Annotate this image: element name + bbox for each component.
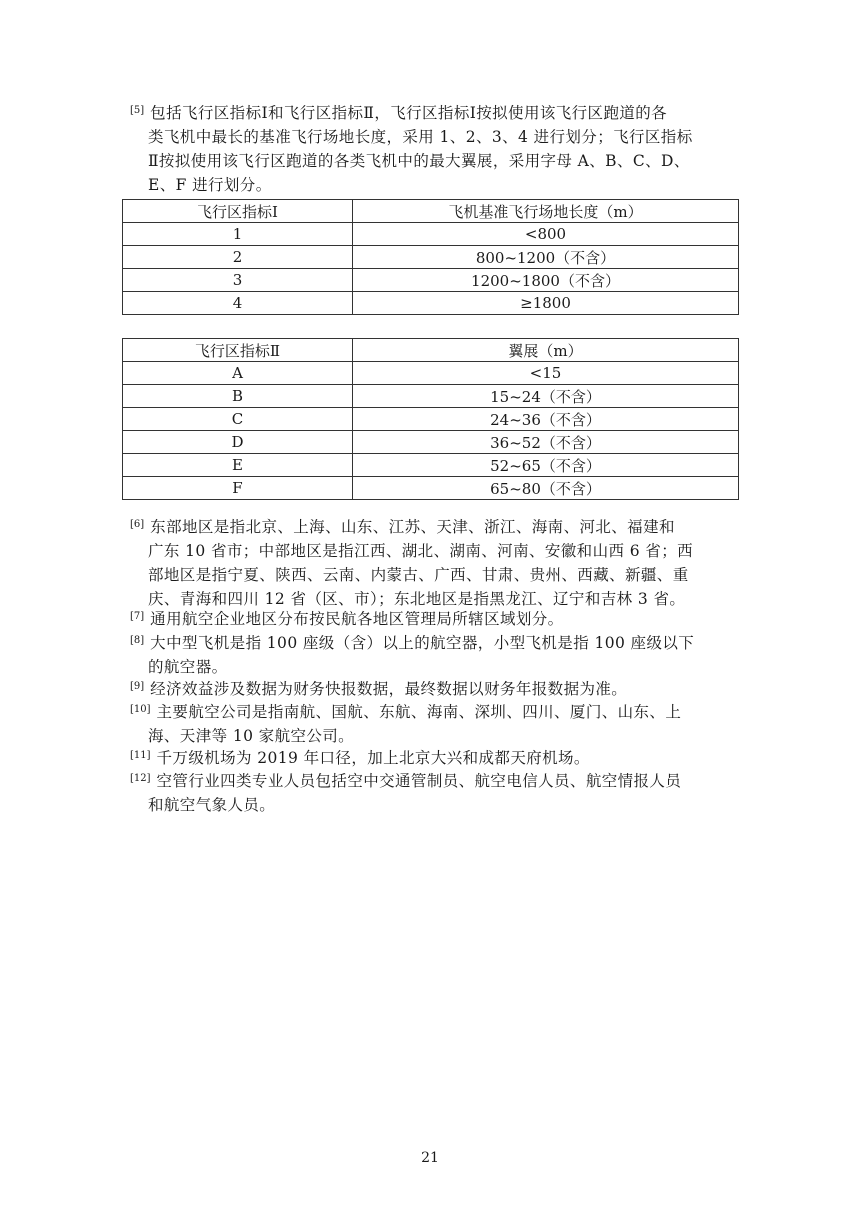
footnote-line xyxy=(130,515,740,539)
footnote-8 xyxy=(130,631,740,679)
table-cell: 800~1200（不含） xyxy=(353,246,739,269)
footnote-text: 东部地区是指北京、上海、山东、江苏、天津、浙江、海南、河北、福建和 xyxy=(150,518,675,536)
footnote-line xyxy=(130,101,740,125)
table-cell: 2 xyxy=(123,246,353,269)
footnote-line xyxy=(130,746,740,770)
footnote-text: 的航空器。 xyxy=(148,658,228,676)
footnote-text: 包括飞行区指标Ⅰ和飞行区指标Ⅱ，飞行区指标Ⅰ按拟使用该飞行区跑道的各 xyxy=(150,104,668,122)
footnote-line xyxy=(130,631,740,655)
footnote-line xyxy=(130,700,740,724)
footnote-line xyxy=(130,677,740,701)
table-cell: <15 xyxy=(353,362,739,385)
footnote-text: E、F 进行划分。 xyxy=(148,176,272,194)
wingspan-index-table xyxy=(122,338,739,500)
footnote-marker: [8] xyxy=(130,635,145,646)
table-cell: F xyxy=(123,477,353,500)
table-row xyxy=(123,292,739,315)
footnote-marker: [11] xyxy=(130,750,151,761)
table-header-row xyxy=(123,339,739,362)
footnote-marker: [10] xyxy=(130,704,151,715)
table-cell: 4 xyxy=(123,292,353,315)
footnote-marker: [7] xyxy=(130,611,145,622)
footnote-text: 经济效益涉及数据为财务快报数据，最终数据以财务年报数据为准。 xyxy=(150,680,628,698)
table-header-cell: 飞行区指标Ⅱ xyxy=(123,339,353,362)
table-cell: E xyxy=(123,454,353,477)
footnote-text: 主要航空公司是指南航、国航、东航、海南、深圳、四川、厦门、山东、上 xyxy=(156,703,682,721)
footnote-6 xyxy=(130,515,740,611)
table-row xyxy=(123,223,739,246)
footnote-text: 千万级机场为 2019 年口径，加上北京大兴和成都天府机场。 xyxy=(156,749,590,767)
table-cell: 24~36（不含） xyxy=(353,408,739,431)
table-cell: D xyxy=(123,431,353,454)
table-row xyxy=(123,454,739,477)
table-header-cell: 翼展（m） xyxy=(353,339,739,362)
table-cell: 65~80（不含） xyxy=(353,477,739,500)
footnote-12 xyxy=(130,769,740,817)
table-cell: B xyxy=(123,385,353,408)
table-row xyxy=(123,477,739,500)
footnote-text: 类飞机中最长的基准飞行场地长度，采用 1、2、3、4 进行划分；飞行区指标 xyxy=(148,128,693,146)
footnote-text: 部地区是指宁夏、陕西、云南、内蒙古、广西、甘肃、贵州、西藏、新疆、重 xyxy=(148,566,689,584)
table-row xyxy=(123,385,739,408)
table-row xyxy=(123,431,739,454)
footnote-line xyxy=(130,607,740,631)
page-number: 21 xyxy=(421,1150,439,1166)
table-cell: 1 xyxy=(123,223,353,246)
footnote-text: 广东 10 省市；中部地区是指江西、湖北、湖南、河南、安徽和山西 6 省；西 xyxy=(148,542,693,560)
footnote-text: 和航空气象人员。 xyxy=(148,796,276,814)
footnote-marker: [6] xyxy=(130,519,145,530)
footnote-10 xyxy=(130,700,740,748)
footnote-marker: [5] xyxy=(130,105,145,116)
footnote-marker: [12] xyxy=(130,773,151,784)
table-header-cell: 飞机基准飞行场地长度（m） xyxy=(353,200,739,223)
footnote-7 xyxy=(130,607,740,631)
table-cell: ≥1800 xyxy=(353,292,739,315)
footnote-9 xyxy=(130,677,740,701)
footnote-marker: [9] xyxy=(130,681,145,692)
table-cell: 3 xyxy=(123,269,353,292)
table-cell: 1200~1800（不含） xyxy=(353,269,739,292)
table-cell: 52~65（不含） xyxy=(353,454,739,477)
table-header-cell: 飞行区指标Ⅰ xyxy=(123,200,353,223)
table-row xyxy=(123,408,739,431)
table-cell: A xyxy=(123,362,353,385)
table-row xyxy=(123,246,739,269)
table-row xyxy=(123,362,739,385)
footnote-11 xyxy=(130,746,740,770)
table-cell: <800 xyxy=(353,223,739,246)
footnote-text: 大中型飞机是指 100 座级（含）以上的航空器，小型飞机是指 100 座级以下 xyxy=(150,634,695,652)
table-cell: 36~52（不含） xyxy=(353,431,739,454)
footnote-5 xyxy=(130,101,740,197)
table-cell: 15~24（不含） xyxy=(353,385,739,408)
footnote-text: 空管行业四类专业人员包括空中交通管制员、航空电信人员、航空情报人员 xyxy=(156,772,682,790)
footnote-line xyxy=(130,769,740,793)
table-row xyxy=(123,269,739,292)
table-cell: C xyxy=(123,408,353,431)
table-header-row xyxy=(123,200,739,223)
footnote-text: 庆、青海和四川 12 省（区、市）；东北地区是指黑龙江、辽宁和吉林 3 省。 xyxy=(148,590,686,608)
footnote-text: 海、天津等 10 家航空公司。 xyxy=(148,727,355,745)
footnote-text: 通用航空企业地区分布按民航各地区管理局所辖区域划分。 xyxy=(150,610,564,628)
runway-length-index-table xyxy=(122,199,739,315)
footnote-text: Ⅱ按拟使用该飞行区跑道的各类飞机中的最大翼展，采用字母 A、B、C、D、 xyxy=(148,152,690,170)
